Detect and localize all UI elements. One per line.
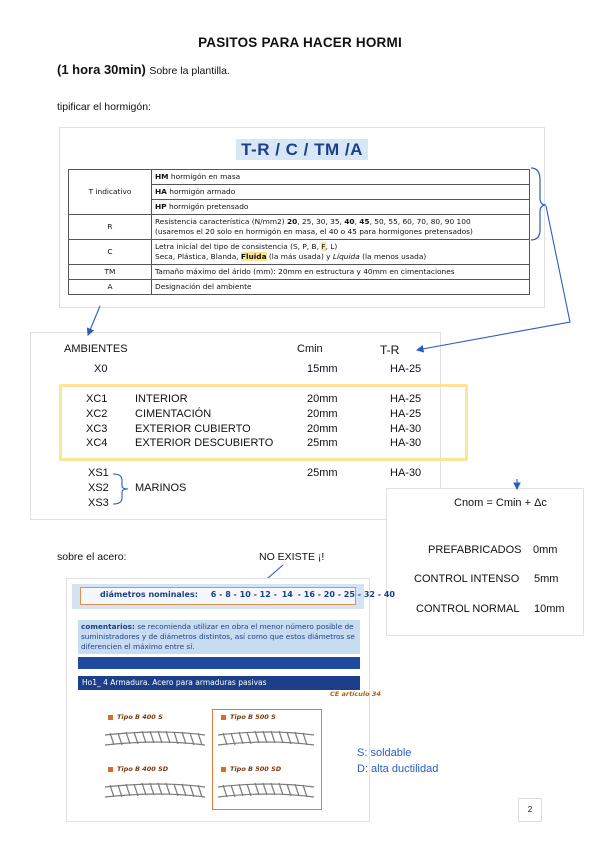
table-cell: HM hormigón en masa: [152, 170, 530, 185]
comentarios-text: se recomienda utilizar en obra el menor número posible de suministradores y de diámetros distintos, así como que estos diámetros se diferencien el máximo entre sí.: [81, 622, 355, 651]
note-ductilidad: D: alta ductilidad: [357, 763, 439, 775]
xc2-tr: HA-25: [390, 408, 422, 420]
x0-tr: HA-25: [390, 363, 422, 375]
right-brace: [531, 168, 546, 240]
row-key-t: T indicativo: [69, 170, 152, 215]
row-key-tm: TM: [69, 265, 152, 280]
footer-bar: [78, 657, 360, 669]
xc1-desc: INTERIOR: [135, 393, 188, 405]
rebar-b400s-icon: [100, 725, 210, 755]
duration-bold: (1 hora 30min): [57, 62, 146, 77]
cnom-value-prefabricados: 0mm: [533, 544, 558, 556]
table-cell: HA hormigón armado: [152, 185, 530, 200]
comentarios-box: [78, 620, 360, 654]
section-acero-label: sobre el acero:: [57, 551, 127, 563]
xc2-cmin: 20mm: [307, 408, 338, 420]
xc3-desc: EXTERIOR CUBIERTO: [135, 423, 251, 435]
cnom-value-intenso: 5mm: [534, 573, 559, 585]
marinos-brace: [113, 474, 128, 504]
xc2-desc: CIMENTACIÓN: [135, 408, 212, 420]
xc3-code: XC3: [86, 423, 108, 435]
arrow-to-ambientes: [88, 306, 100, 335]
tipo-b500sd: Tipo B 500 SD: [221, 765, 281, 773]
diameters-label: diámetros nominales:: [100, 590, 198, 599]
xc4-cmin: 25mm: [307, 437, 338, 449]
duration-note: Sobre la plantilla.: [149, 65, 230, 77]
diameters-banner: [72, 584, 395, 609]
table-cell: Tamaño máximo del árido (mm): 20mm en estructura y 40mm en cimentaciones: [152, 265, 530, 280]
xc3-cmin: 20mm: [307, 423, 338, 435]
arrow-to-tr: [417, 206, 570, 350]
xc1-code: XC1: [86, 393, 108, 405]
xs3-code: XS3: [88, 497, 109, 509]
rebar-b500sd-icon: [214, 777, 318, 807]
table-cell: Resistencia característica (N/mm2) 20, 25, 30, 35, 40, 45, 50, 55, 60, 70, 80, 90 100 (usaremos el 20 solo en hormigón en masa, el 40 o 45 para hormigones pretensados): [152, 215, 530, 240]
designation-title: T-R / C / TM /A: [60, 140, 544, 160]
xc3-tr: HA-30: [390, 423, 422, 435]
xs2-code: XS2: [88, 482, 109, 494]
table-cell: HP hormigón pretensado: [152, 200, 530, 215]
xc2-code: XC2: [86, 408, 108, 420]
xc1-tr: HA-25: [390, 393, 422, 405]
section-hormigon-label: tipificar el hormigón:: [57, 101, 151, 113]
xc1-cmin: 20mm: [307, 393, 338, 405]
row-key-a: A: [69, 280, 152, 295]
xc4-code: XC4: [86, 437, 108, 449]
cmin-header: Cmin: [297, 343, 323, 355]
table-cell: Designación del ambiente: [152, 280, 530, 295]
ce-reference: CE artículo 34: [330, 690, 381, 698]
tipo-b400s: Tipo B 400 S: [108, 713, 163, 721]
xs-desc: MARINOS: [135, 482, 187, 494]
xs1-code: XS1: [88, 467, 109, 479]
x0-code: X0: [94, 363, 108, 375]
x0-cmin: 15mm: [307, 363, 338, 375]
tipo-b500s: Tipo B 500 S: [221, 713, 276, 721]
note-soldable: S: soldable: [357, 747, 412, 759]
tipo-b400sd: Tipo B 400 SD: [108, 765, 168, 773]
xc4-desc: EXTERIOR DESCUBIERTO: [135, 437, 274, 449]
row-key-r: R: [69, 215, 152, 240]
page-title: PASITOS PARA HACER HORMI: [198, 35, 402, 50]
table-cell: Letra inicial del tipo de consistencia (S, P, B, F, L) Seca, Plástica, Blanda, Fluida (la más usada) y Líquida (la menos usada): [152, 240, 530, 265]
diameters-list-a: 6 - 8 - 10 - 12 -: [210, 590, 277, 599]
rebar-b500s-icon: [214, 725, 318, 755]
xs-tr: HA-30: [390, 467, 422, 479]
tr-header: T-R: [380, 343, 400, 357]
comentarios-label: comentarios:: [81, 622, 135, 631]
cnom-formula: Cnom = Cmin + Δc: [454, 497, 547, 509]
rebar-b400sd-icon: [100, 777, 210, 807]
no-existe-note: NO EXISTE ¡!: [259, 551, 325, 563]
row-key-c: C: [69, 240, 152, 265]
page-number: 2: [518, 798, 542, 822]
cnom-value-normal: 10mm: [534, 603, 565, 615]
cnom-label-normal: CONTROL NORMAL: [416, 603, 520, 615]
cnom-label-prefabricados: PREFABRICADOS: [428, 544, 522, 556]
xc4-tr: HA-30: [390, 437, 422, 449]
cnom-label-intenso: CONTROL INTENSO: [414, 573, 520, 585]
ambientes-header: AMBIENTES: [64, 343, 128, 355]
diameters-list-b: - 16 - 20 - 25 - 32 - 40: [297, 590, 395, 599]
xs-cmin: 25mm: [307, 467, 338, 479]
diameter-removed: 14: [281, 590, 293, 599]
armadura-title: Ho1_ 4 Armadura. Acero para armaduras pasivas: [78, 676, 360, 690]
